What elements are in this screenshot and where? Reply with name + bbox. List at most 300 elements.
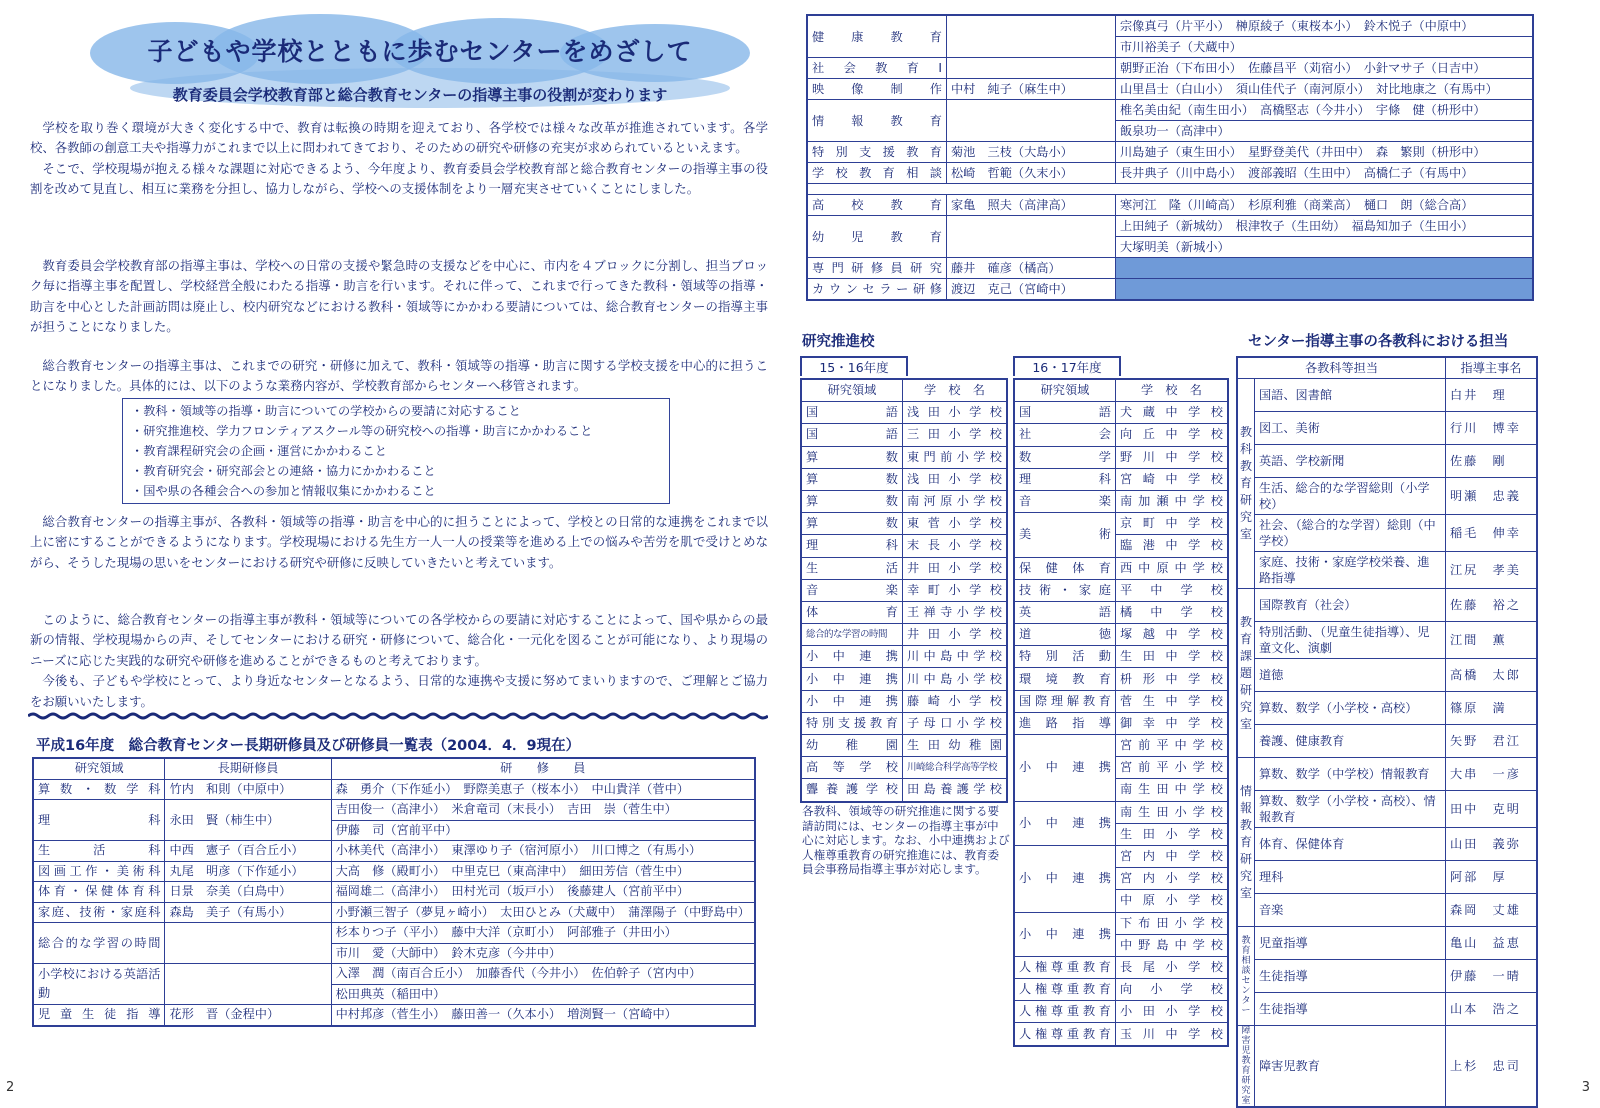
field-cell: 総合的な学習の時間	[801, 624, 903, 646]
page-number: 2	[6, 1080, 15, 1095]
members-cell: 大高 修（殿町小） 中里克巳（東高津中） 細田芳信（菅生中）	[331, 861, 755, 882]
members-cell: 川島廸子（東生田小） 星野登美代（井田中） 森 繁則（枡形中）	[1116, 142, 1534, 163]
long-term-cell: 花形 晋（金程中）	[165, 1005, 331, 1026]
long-term-cell	[165, 964, 331, 1005]
school-cell: 中野島中学校	[1116, 934, 1229, 956]
table-row	[1014, 712, 1228, 734]
subject-cell: 社 会 教 育 Ⅰ	[807, 58, 947, 79]
paragraph-5: このように、総合教育センターの指導主事が教科・領域等についての各学校からの要請に対応することによって、国や県からの最新の情報、学校現場からの声、そしてセンターにおける研究・研修について、総合化・一元化を図ることが可能になり、より現場のニーズに応じた実践的な研究や研修を進めることができるものと考えております。 今後も、子どもや学校にとって、より身近なセンターとなるよう、日常的な連携や支援に努めてまいりますので、ご理解とご協力をお願いいたします。	[30, 612, 768, 709]
table-row	[1237, 379, 1537, 412]
page-number: 3	[1581, 1080, 1590, 1095]
subject-cell: 高 校 教 育	[807, 195, 947, 216]
members-cell: 吉田俊一（高津小） 米倉竜司（末長小） 吉田 崇（菅生中）	[331, 800, 755, 821]
table-row	[801, 779, 1007, 802]
long-term-cell: 中西 憲子（百合丘小）	[165, 841, 331, 862]
school-cell: 南加瀬中学校	[1116, 490, 1229, 512]
supervisor-name: 山本 浩之	[1446, 993, 1538, 1026]
school-cell: 東菅小学校	[903, 513, 1008, 535]
table-row	[33, 841, 755, 862]
paragraph-3: 総合教育センターの指導主事は、これまでの研究・研修に加えて、教科・領域等の指導・助言に関する学校支援を中心的に担うことになりました。具体的には、以下のような業務内容が、学校教育部からセンターへ移管されます。	[30, 358, 768, 394]
school-cell: 御幸中学校	[1116, 712, 1229, 734]
field-cell: 人権尊重教育	[1014, 979, 1116, 1001]
field-cell: 小中連携	[1014, 801, 1116, 845]
table-row	[801, 735, 1007, 757]
subject-cell: 映 像 制 作	[807, 79, 947, 100]
field-cell: 美術	[1014, 513, 1116, 557]
supervisor-name: 伊藤 一晴	[1446, 960, 1538, 993]
school-cell: 平中学校	[1116, 579, 1229, 601]
table-row	[801, 402, 1007, 424]
group-label: 教育課題研究室	[1237, 589, 1255, 758]
school-cell: 生田小学校	[1116, 823, 1229, 845]
school-cell: 南河原小学校	[903, 490, 1008, 512]
table-row	[801, 646, 1007, 668]
title-banner	[90, 14, 750, 104]
members-cell: 小野瀬三智子（夢見ヶ崎小） 太田ひとみ（犬蔵中） 蒲澤陽子（中野島中）	[331, 902, 755, 923]
table-row	[807, 58, 1533, 79]
table-row	[807, 163, 1533, 184]
school-cell: 京町中学校	[1116, 513, 1229, 535]
school-cell: 王禅寺小学校	[903, 601, 1008, 623]
column-header: 研究領域	[1014, 379, 1116, 402]
subject-cell: 図工、美術	[1255, 412, 1446, 445]
table-row	[1014, 624, 1228, 646]
members-cell: 椎名美由紀（南生田小） 高橋堅志（今井小） 宇條 健（枡形中）	[1116, 100, 1534, 121]
table-row	[1014, 579, 1228, 601]
field-cell: 算数	[801, 446, 903, 468]
subject-cell: 生徒指導	[1255, 960, 1446, 993]
list-item: ・ 教育研究会・研究部会との連絡・協力にかかわること	[131, 461, 661, 481]
long-term-cell: 丸尾 明彦（下作延小）	[165, 861, 331, 882]
supervisor-name: 大串 一彦	[1446, 758, 1538, 791]
table-row	[1014, 979, 1228, 1001]
trainee-table	[32, 757, 756, 1027]
subject-cell: 道徳	[1255, 659, 1446, 692]
field-cell: 体育	[801, 601, 903, 623]
column-header: 研 修 員	[331, 758, 755, 779]
table-row	[807, 216, 1533, 237]
tantou-table	[1236, 356, 1538, 1108]
field-cell: 小中連携	[801, 668, 903, 690]
members-cell: 福岡雄二（高津小） 田村光司（坂戸小） 後藤建人（宮前平中）	[331, 882, 755, 903]
page-title: 子どもや学校とともに歩むセンターをめざして	[147, 37, 693, 66]
field-cell: 音楽	[801, 579, 903, 601]
research-schools-title: 研究推進校	[802, 334, 875, 350]
table-row	[1237, 894, 1537, 927]
field-cell: 算数	[801, 513, 903, 535]
table-row	[33, 800, 755, 821]
supervisor-name: 稲毛 伸幸	[1446, 515, 1538, 552]
subject-cell: 家庭、技術・家庭学校栄養、進路指導	[1255, 552, 1446, 589]
research-schools-table-a	[800, 378, 1008, 803]
members-cell: 市川 愛（大師中） 鈴木克彦（今井中）	[331, 943, 755, 964]
list-item: ・ 教育課程研究会の企画・運営にかかわること	[131, 441, 661, 461]
right-page	[800, 0, 1600, 1107]
school-cell: 橘中学校	[1116, 601, 1229, 623]
field-cell: 音楽	[1014, 490, 1116, 512]
table-row	[1237, 993, 1537, 1026]
subject-cell: 理科	[1255, 861, 1446, 894]
table-row	[1014, 801, 1228, 823]
long-term-cell	[947, 100, 1116, 142]
table-row	[801, 490, 1007, 512]
field-cell: 小中連携	[1014, 912, 1116, 956]
school-cell: 生田幼稚園	[903, 735, 1008, 757]
subject-cell: 算数、数学（小学校・高校）、情報教育	[1255, 791, 1446, 828]
school-cell: 向小学校	[1116, 979, 1229, 1001]
long-term-cell: 松崎 哲範（久末小）	[947, 163, 1116, 184]
subject-cell: 英語、学校新聞	[1255, 445, 1446, 478]
members-cell	[1116, 279, 1534, 301]
field-cell: 生活	[801, 557, 903, 579]
field-cell: 総合的な学習の時間	[33, 923, 165, 964]
table-row	[807, 15, 1533, 37]
table-row	[33, 882, 755, 903]
school-cell: 南生田中学校	[1116, 779, 1229, 801]
column-header: 学 校 名	[1116, 379, 1229, 402]
members-cell: 市川裕美子（犬蔵中）	[1116, 37, 1534, 58]
field-cell: 英語	[1014, 601, 1116, 623]
field-cell: 理科	[1014, 468, 1116, 490]
trainee-list-title: 平成16年度 総合教育センター長期研修員及び研修員一覧表（2004．4．9現在）	[36, 738, 581, 754]
supervisor-name: 明瀬 忠義	[1446, 478, 1538, 515]
subject-cell: 障害児教育	[1255, 1026, 1446, 1108]
intro-paragraphs	[30, 118, 768, 200]
members-cell: 長井典子（川中島小） 渡部義昭（生田中） 高橋仁子（有馬中）	[1116, 163, 1534, 184]
duty-list	[122, 398, 670, 504]
table-row	[1237, 622, 1537, 659]
table-row	[801, 601, 1007, 623]
field-cell: 算数・数学科	[33, 779, 165, 800]
subject-cell: 生活、総合的な学習総則（小学校）	[1255, 478, 1446, 515]
school-cell: 宮前平小学校	[1116, 757, 1229, 779]
supervisor-name: 森岡 丈雄	[1446, 894, 1538, 927]
supervisor-name: 佐藤 裕之	[1446, 589, 1538, 622]
field-cell: 図画工作・美術科	[33, 861, 165, 882]
subject-cell: 情 報 教 育	[807, 100, 947, 142]
table-row	[1014, 1001, 1228, 1023]
table-row	[807, 100, 1533, 121]
members-cell: 大塚明美（新城小）	[1116, 237, 1534, 258]
subject-cell: 国際教育（社会）	[1255, 589, 1446, 622]
field-cell: 特別支援教育	[801, 712, 903, 734]
column-header: 指導主事名	[1446, 357, 1538, 379]
table-row	[801, 579, 1007, 601]
column-header: 学 校 名	[903, 379, 1008, 402]
table-row	[801, 757, 1007, 779]
subject-cell: 算数、数学（小学校・高校）	[1255, 692, 1446, 725]
members-cell: 松田典英（稲田中）	[331, 984, 755, 1005]
table-row	[1014, 601, 1228, 623]
school-cell: 川中島中学校	[903, 646, 1008, 668]
table-row	[801, 468, 1007, 490]
school-cell: 菅生中学校	[1116, 690, 1229, 712]
school-cell: 長尾小学校	[1116, 956, 1229, 978]
field-cell: 小中連携	[801, 690, 903, 712]
table-row	[1237, 659, 1537, 692]
school-cell: 井田小学校	[903, 624, 1008, 646]
school-cell: 宮内小学校	[1116, 868, 1229, 890]
intro-paragraph: 学校を取り巻く環境が大きく変化する中で、教育は転換の時期を迎えており、各学校では様々な改革が推進されています。各学校、各教師の創意工夫や指導力がこれまで以上に問われてきており、そのための研究や研修の充実が求められているといえます。	[30, 120, 768, 156]
table-row	[1237, 861, 1537, 894]
members-cell: 朝野正治（下布田小） 佐藤昌平（苅宿小） 小針マサ子（日吉中）	[1116, 58, 1534, 79]
table-row	[801, 668, 1007, 690]
members-cell: 中村邦彦（菅生小） 藤田善一（久本小） 増渕賢一（宮崎中）	[331, 1005, 755, 1026]
field-cell: 小中連携	[1014, 845, 1116, 912]
members-cell: 上田純子（新城幼） 根津牧子（生田幼） 福島知加子（生田小）	[1116, 216, 1534, 237]
table-row	[1237, 445, 1537, 478]
school-cell: 末長小学校	[903, 535, 1008, 557]
column-header: 各教科等担当	[1237, 357, 1446, 379]
long-term-cell: 藤井 確彦（橘高）	[947, 258, 1116, 279]
paragraph-2: 教育委員会学校教育部の指導主事は、学校への日常の支援や緊急時の支援などを中心に、市内を４ブロックに分割し、担当ブロック毎に指導主事を配置し、学校経営全般にわたる指導・助言を行います。それに伴って、これまで行ってきた教科・領域等の指導・助言を中心とした計画訪問は廃止し、校内研究などにおける教科・領域等にかかわる要請については、総合教育センターの指導主事が担うことになりました。	[30, 258, 768, 335]
table-row	[1237, 828, 1537, 861]
members-cell: 山里昌士（白山小） 須山佳代子（南河原小） 対比地康之（有馬中）	[1116, 79, 1534, 100]
tantou-title: センター指導主事の各教科における担当	[1248, 334, 1509, 350]
table-row	[1237, 552, 1537, 589]
table-row	[801, 557, 1007, 579]
table-row	[33, 964, 755, 985]
table-row	[33, 923, 755, 944]
members-cell: 小林美代（高津小） 東澤ゆり子（宿河原小） 川口博之（有馬小）	[331, 841, 755, 862]
table-row	[1237, 478, 1537, 515]
school-cell: 東門前小学校	[903, 446, 1008, 468]
subject-cell: 体育、保健体育	[1255, 828, 1446, 861]
school-cell: 井田小学校	[903, 557, 1008, 579]
list-item: ・ 国や県の各種会合への参加と情報収集にかかわること	[131, 481, 661, 501]
subject-cell: 算数、数学（中学校）情報教育	[1255, 758, 1446, 791]
subject-cell: 国語、図書館	[1255, 379, 1446, 412]
school-cell: 宮内中学校	[1116, 845, 1229, 867]
field-cell: 数学	[1014, 446, 1116, 468]
column-header: 研究領域	[33, 758, 165, 779]
long-term-cell: 日景 奈美（白鳥中）	[165, 882, 331, 903]
table-row	[33, 1005, 755, 1026]
members-cell: 森 勇介（下作延小） 野際美恵子（桜本小） 中山貴洋（菅中）	[331, 779, 755, 800]
research-schools-table-b	[1013, 378, 1229, 1047]
table-row	[1014, 446, 1228, 468]
group-label: 教科教育研究室	[1237, 379, 1255, 589]
research-note: 各教科、領域等の研究推進に関する要請訪問には、センターの指導主事が中心に対応します。なお、小中連携および人権尊重教育の研究推進には、教育委員会事務局指導主事が対応します。	[802, 804, 1010, 876]
table-row	[807, 279, 1533, 301]
subject-cell: 社会、（総合的な学習）総則（中学校）	[1255, 515, 1446, 552]
field-cell: 小学校における英語活動	[33, 964, 165, 1005]
long-term-cell	[947, 58, 1116, 79]
table-row	[1014, 1023, 1228, 1046]
long-term-cell: 家亀 照夫（高津高）	[947, 195, 1116, 216]
members-cell: 伊藤 司（宮前平中）	[331, 820, 755, 841]
year-tab-a: 15・16年度	[800, 356, 908, 376]
school-cell: 子母口小学校	[903, 712, 1008, 734]
long-term-cell: 永田 賢（柿生中）	[165, 800, 331, 841]
table-row	[33, 779, 755, 800]
table-row	[807, 142, 1533, 163]
table-row	[1237, 758, 1537, 791]
table-row	[801, 446, 1007, 468]
school-cell: 浅田小学校	[903, 468, 1008, 490]
table-row	[801, 712, 1007, 734]
table-row	[1014, 468, 1228, 490]
field-cell: 理科	[801, 535, 903, 557]
table-row	[801, 624, 1007, 646]
subject-cell: 音楽	[1255, 894, 1446, 927]
subject-cell: カウンセラー研修	[807, 279, 947, 301]
supervisor-name: 矢野 君江	[1446, 725, 1538, 758]
school-cell: 三田小学校	[903, 424, 1008, 446]
field-cell: 理 科	[33, 800, 165, 841]
field-cell: 人権尊重教育	[1014, 1001, 1116, 1023]
long-term-cell	[947, 216, 1116, 258]
table-row	[801, 535, 1007, 557]
supervisor-name: 佐藤 剛	[1446, 445, 1538, 478]
list-item: ・ 研究推進校、学力フロンティアスクール等の研究校への指導・助言にかかわること	[131, 421, 661, 441]
field-cell: 人権尊重教育	[1014, 1023, 1116, 1046]
field-cell: 国語	[801, 402, 903, 424]
table-row	[801, 690, 1007, 712]
subject-cell: 健 康 教 育	[807, 15, 947, 58]
supervisor-name: 篠原 満	[1446, 692, 1538, 725]
table-row	[1237, 692, 1537, 725]
school-cell: 中原小学校	[1116, 890, 1229, 912]
field-cell: 小中連携	[801, 646, 903, 668]
school-cell: 野川中学校	[1116, 446, 1229, 468]
field-cell: 算数	[801, 490, 903, 512]
school-cell: 浅田小学校	[903, 402, 1008, 424]
school-cell: 犬蔵中学校	[1116, 402, 1229, 424]
table-row	[1237, 927, 1537, 960]
field-cell: 社会	[1014, 424, 1116, 446]
field-cell: 保健体育	[1014, 557, 1116, 579]
table-row	[33, 861, 755, 882]
table-row	[1014, 424, 1228, 446]
long-term-cell: 菊池 三枝（大島小）	[947, 142, 1116, 163]
table-row	[801, 513, 1007, 535]
school-cell: 南生田小学校	[1116, 801, 1229, 823]
long-term-cell	[165, 923, 331, 964]
field-cell: 道徳	[1014, 624, 1116, 646]
field-cell: 聾養護学校	[801, 779, 903, 802]
table-row	[807, 258, 1533, 279]
field-cell: 高等学校	[801, 757, 903, 779]
subject-cell: 児童指導	[1255, 927, 1446, 960]
long-term-cell: 中村 純子（麻生中）	[947, 79, 1116, 100]
year-tab-b: 16・17年度	[1013, 356, 1121, 376]
table-row	[33, 902, 755, 923]
supervisor-name: 上杉 忠司	[1446, 1026, 1538, 1108]
field-cell: 家庭、技術・家庭科	[33, 902, 165, 923]
supervisor-name: 江間 薫	[1446, 622, 1538, 659]
school-cell: 塚越中学校	[1116, 624, 1229, 646]
field-cell: 環境教育	[1014, 668, 1116, 690]
supervisor-name: 江尻 孝美	[1446, 552, 1538, 589]
supervisor-name: 白井 理	[1446, 379, 1538, 412]
school-cell: 向丘中学校	[1116, 424, 1229, 446]
school-cell: 枡形中学校	[1116, 668, 1229, 690]
table-row	[1014, 557, 1228, 579]
wavy-divider	[28, 712, 768, 720]
field-cell: 人権尊重教育	[1014, 956, 1116, 978]
field-cell: 幼稚園	[801, 735, 903, 757]
members-cell	[1116, 258, 1534, 279]
page-subtitle: 教育委員会学校教育部と総合教育センターの指導主事の役割が変わります	[172, 86, 668, 104]
table-row	[807, 195, 1533, 216]
group-label: 教育相談センター	[1237, 927, 1255, 1026]
subject-cell: 特別支援教育	[807, 142, 947, 163]
table-row	[1014, 668, 1228, 690]
table-row	[1014, 690, 1228, 712]
group-label: 障害児教育研究室	[1237, 1026, 1255, 1108]
field-cell: 児童生徒指導	[33, 1005, 165, 1026]
subject-cell: 幼 児 教 育	[807, 216, 947, 258]
field-cell: 小中連携	[1014, 735, 1116, 802]
school-cell: 川中島小学校	[903, 668, 1008, 690]
members-cell: 飯泉功一（高津中）	[1116, 121, 1534, 142]
school-cell: 下布田小学校	[1116, 912, 1229, 934]
school-cell: 西中原中学校	[1116, 557, 1229, 579]
table-row	[1014, 513, 1228, 535]
members-cell: 寒河江 隆（川崎高） 杉原利雅（商業高） 樋口 朗（総合高）	[1116, 195, 1534, 216]
table-row	[1237, 589, 1537, 622]
school-cell: 藤崎小学校	[903, 690, 1008, 712]
school-cell: 川崎総合科学高等学校	[903, 757, 1008, 779]
school-cell: 生田中学校	[1116, 646, 1229, 668]
supervisor-name: 高橋 太郎	[1446, 659, 1538, 692]
table-row	[1237, 960, 1537, 993]
subject-cell: 特別活動、（児童生徒指導）、児童文化、演劇	[1255, 622, 1446, 659]
school-cell: 田島養護学校	[903, 779, 1008, 802]
column-header: 長期研修員	[165, 758, 331, 779]
table-row	[1237, 725, 1537, 758]
table-row	[1237, 412, 1537, 445]
column-header: 研究領域	[801, 379, 903, 402]
supervisor-name: 亀山 益恵	[1446, 927, 1538, 960]
subject-cell: 養護、健康教育	[1255, 725, 1446, 758]
list-item: ・ 教科・領域等の指導・助言についての学校からの要請に対応すること	[131, 401, 661, 421]
subject-cell: 専門研修員研究	[807, 258, 947, 279]
subject-cell: 生徒指導	[1255, 993, 1446, 1026]
group-label: 情報教育研究室	[1237, 758, 1255, 927]
field-cell: 技術・家庭	[1014, 579, 1116, 601]
field-cell: 国語	[801, 424, 903, 446]
field-cell: 算数	[801, 468, 903, 490]
left-page	[0, 0, 790, 1107]
table-row	[1237, 1026, 1537, 1108]
members-cell: 杉本りつ子（平小） 藤中大洋（京町小） 阿部雅子（井田小）	[331, 923, 755, 944]
table-row	[1014, 912, 1228, 934]
table-row	[1014, 402, 1228, 424]
table-row	[1237, 515, 1537, 552]
table-row	[1237, 791, 1537, 828]
research-subject-table	[806, 14, 1534, 301]
intro-paragraph: そこで、学校現場が抱える様々な課題に対応できるよう、今年度より、教育委員会学校教育部と総合教育センターの指導主事の役割を改めて見直し、相互に業務を分担し、協力しながら、学校への支援体制をより一層充実させていくことにしました。	[30, 160, 768, 197]
spacer-row	[807, 184, 1533, 195]
long-term-cell: 渡辺 克己（宮崎中）	[947, 279, 1116, 301]
table-row	[801, 424, 1007, 446]
school-cell: 宮崎中学校	[1116, 468, 1229, 490]
school-cell: 宮前平中学校	[1116, 735, 1229, 757]
school-cell: 幸町小学校	[903, 579, 1008, 601]
subject-cell: 学校教育相談	[807, 163, 947, 184]
table-row	[1014, 646, 1228, 668]
field-cell: 進路指導	[1014, 712, 1116, 734]
long-term-cell	[947, 15, 1116, 58]
school-cell: 小田小学校	[1116, 1001, 1229, 1023]
supervisor-name: 阿部 厚	[1446, 861, 1538, 894]
members-cell: 宗像真弓（片平小） 榊原綾子（東桜本小） 鈴木悦子（中原中）	[1116, 15, 1534, 37]
field-cell: 体育・保健体育科	[33, 882, 165, 903]
table-row	[1014, 735, 1228, 757]
supervisor-name: 行川 博幸	[1446, 412, 1538, 445]
